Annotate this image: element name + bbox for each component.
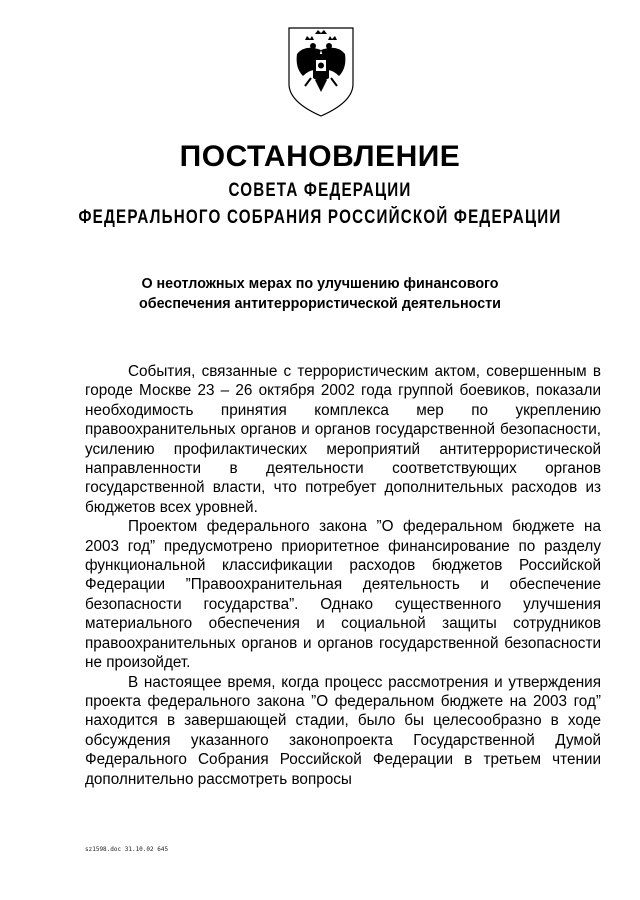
paragraph: В настоящее время, когда процесс рассмотрения и утверждения проекта федерального закона ”О федеральном бюджете на 2003 год” находится в завершающей стадии, было бы целесообразно в ходе обсуждения указанного законопроекта Государственной Думой Федерального Собрания Российской Федерации в третьем чтении дополнительно рассмотреть вопросы — [85, 673, 601, 788]
issuer-line-2: ФЕДЕРАЛЬНОГО СОБРАНИЯ РОССИЙСКОЙ ФЕДЕРАЦИИ — [78, 207, 562, 228]
document-subject: О неотложных мерах по улучшению финансового обеспечения антитеррористической деятельности — [139, 276, 501, 312]
coat-of-arms-icon — [285, 24, 357, 120]
paragraph: Проектом федерального закона ”О федеральном бюджете на 2003 год” предусмотрено приоритетное финансирование по разделу функциональной классификации расходов бюджетов Российской Федерации ”Правоохранительная деятельность и обеспечение безопасности государства”. Однако существенного улучшения материального обеспечения и социальной защиты сотрудников правоохранительных органов и органов государственной безопасности не произойдет. — [85, 518, 601, 672]
issuer-line-1: СОВЕТА ФЕДЕРАЦИИ — [228, 180, 412, 201]
document-body — [85, 362, 601, 789]
file-reference-footer: sz1598.doc 31.10.02 645 — [85, 846, 169, 853]
document-title: ПОСТАНОВЛЕНИЕ — [179, 140, 461, 173]
paragraph: События, связанные с террористическим актом, совершенным в городе Москве 23 – 26 октября 2002 года группой боевиков, показали необходимость принятия комплекса мер по укреплению правоохранительных органов и органов государственной безопасности, усилению профилактических мероприятий антитеррористической направленности в деятельности соответствующих органов государственной власти, что потребует дополнительных расходов из бюджетов всех уровней. — [85, 363, 601, 516]
